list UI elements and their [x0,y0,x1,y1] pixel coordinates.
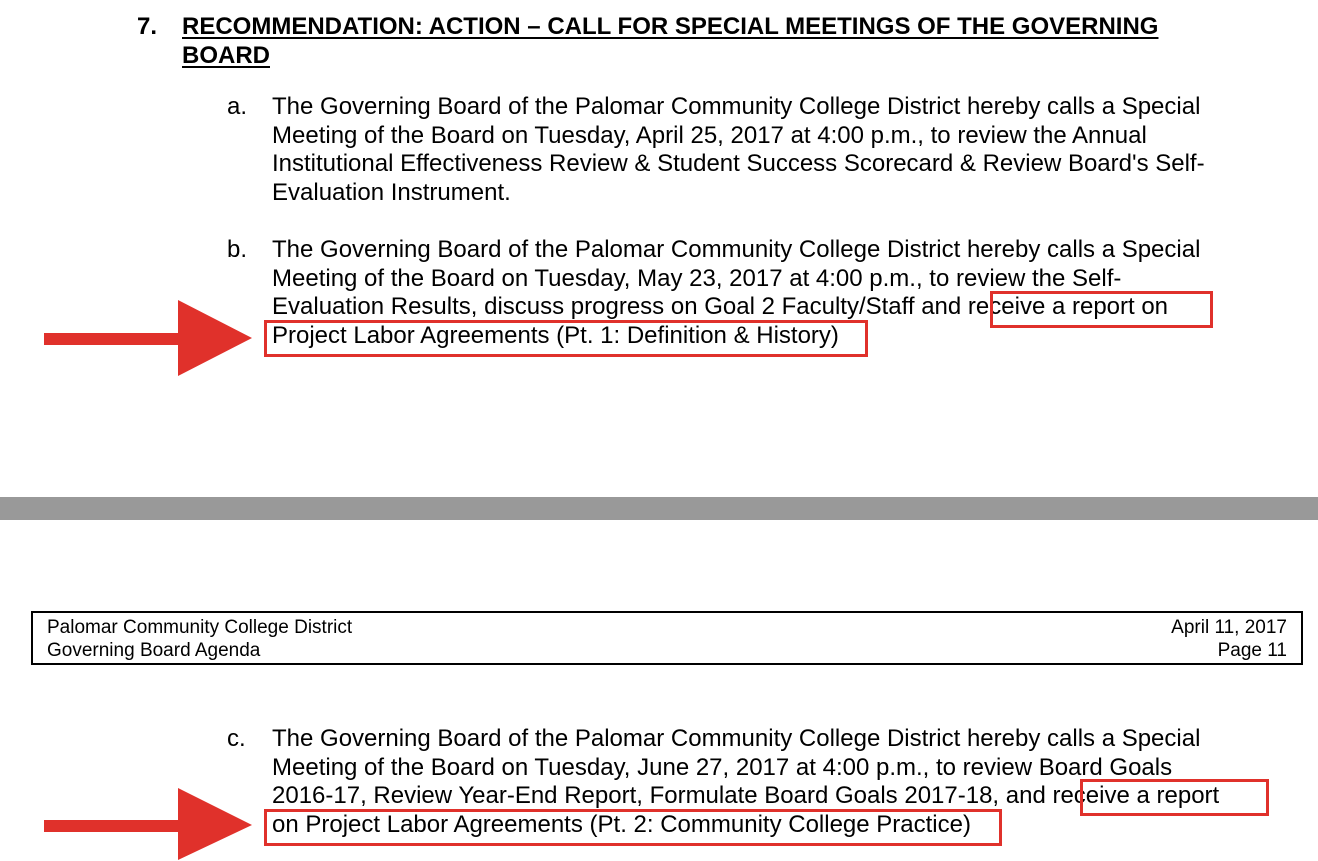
item-a-line-4: Evaluation Instrument. [272,179,511,207]
section-title-line-2: BOARD [182,42,270,69]
highlight-box-c-2 [264,809,1002,846]
red-arrow-icon [44,788,254,860]
page-footer [31,611,1303,665]
item-a-line-3: Institutional Effectiveness Review & Student Success Scorecard & Review Board's Self- [272,150,1205,178]
highlight-box-b-2 [264,320,868,357]
footer-page-number: Page 11 [1217,640,1287,661]
highlight-box-c-1 [1080,779,1269,816]
item-b-letter: b. [227,236,248,263]
footer-org-name: Palomar Community College District [47,617,353,638]
item-a-letter: a. [227,93,248,120]
item-c-highlighted-phrase-1: receive a report [1052,782,1220,810]
item-b-highlighted-phrase-2: Project Labor Agreements (Pt. 1: Definition & History) [272,322,839,350]
item-b-line-1: The Governing Board of the Palomar Community College District hereby calls a Special [272,236,1201,263]
item-c-highlighted-phrase-2: on Project Labor Agreements (Pt. 2: Community College Practice) [272,811,971,839]
item-b-line-2: Meeting of the Board on Tuesday, May 23, 2017 at 4:00 p.m., to review the Self- [272,264,1122,292]
page-separator [0,497,1318,520]
section-title-line-1: RECOMMENDATION: ACTION – CALL FOR SPECIAL MEETINGS OF THE GOVERNING [182,13,1159,40]
section-number: 7. [137,13,158,40]
item-c-letter: c. [227,725,246,752]
item-a-text [272,93,1282,208]
item-c-line-1: The Governing Board of the Palomar Community College District hereby calls a Special [272,725,1201,752]
item-c-line-2: Meeting of the Board on Tuesday, June 27, 2017 at 4:00 p.m., to review Board Goals [272,753,1173,781]
highlight-box-b-1 [990,291,1213,328]
item-c-line-3-text: 2016-17, Review Year-End Report, Formulate Board Goals 2017-18, and [272,782,1053,810]
red-arrow-icon [44,300,254,376]
section-title [182,12,1242,70]
footer-doc-name: Governing Board Agenda [47,640,261,661]
item-b-highlighted-phrase-1: receive a report on [967,293,1169,321]
item-a-line-1: The Governing Board of the Palomar Community College District hereby calls a Special [272,93,1201,120]
item-b-line-3-text: Evaluation Results, discuss progress on Goal 2 Faculty/Staff and [272,293,968,321]
item-a-line-2: Meeting of the Board on Tuesday, April 25, 2017 at 4:00 p.m., to review the Annual [272,121,1147,149]
footer-date: April 11, 2017 [1171,617,1287,638]
